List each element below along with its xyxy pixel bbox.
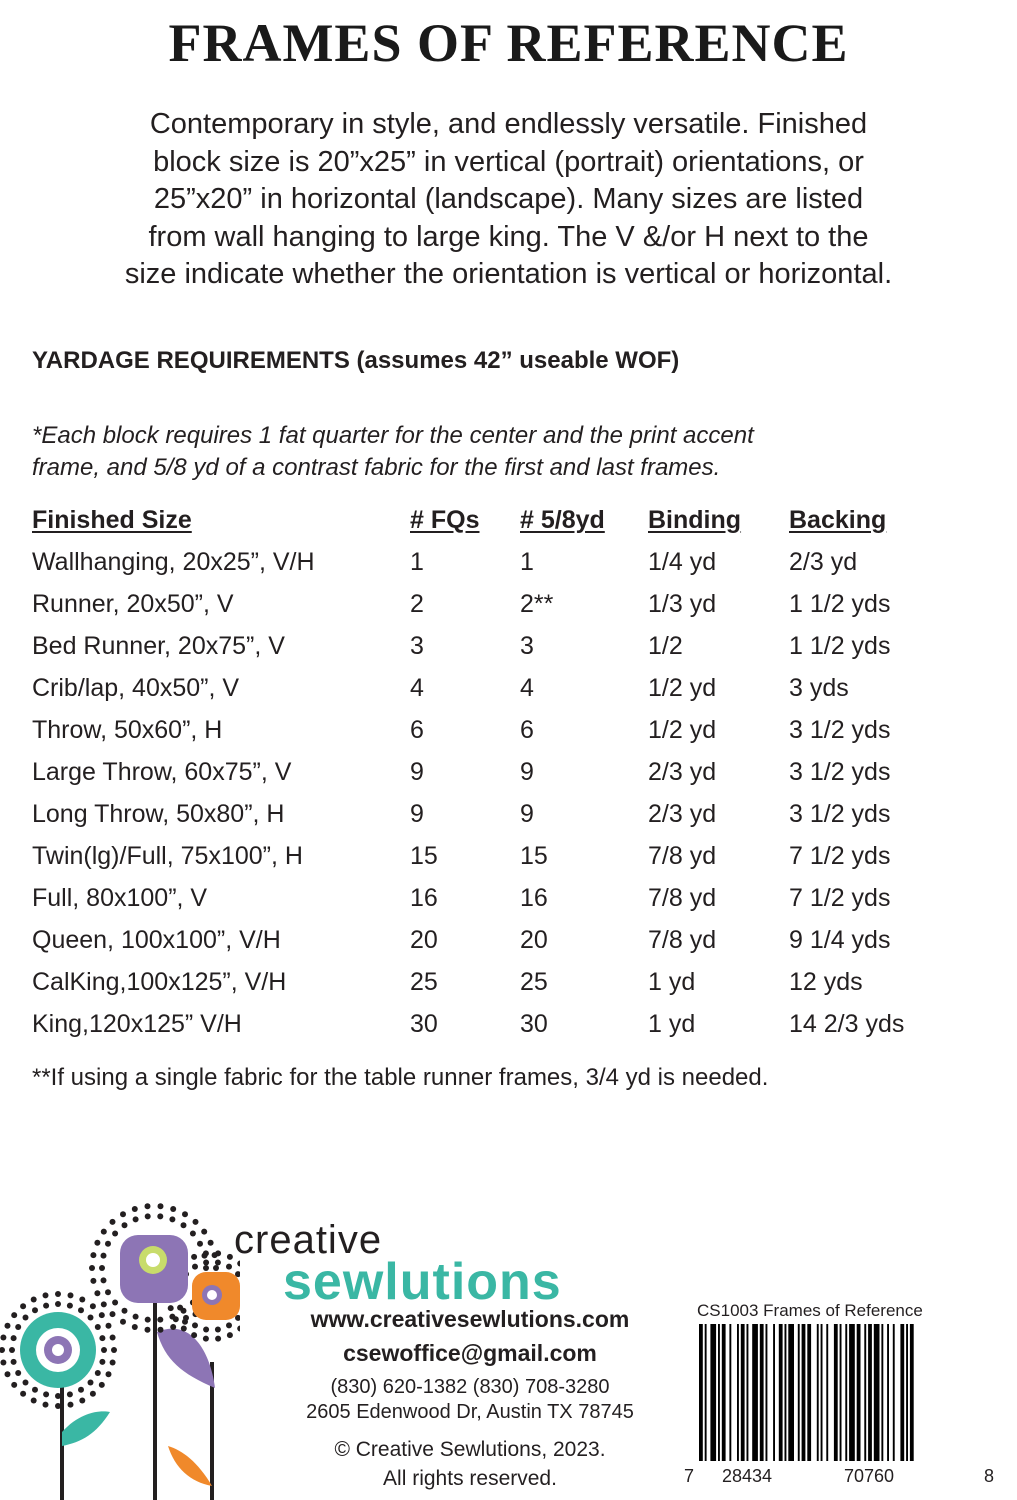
cell-backing: 12 yds	[789, 968, 863, 996]
ring-dot	[78, 1307, 84, 1313]
cell-backing: 1 1/2 yds	[789, 632, 891, 660]
ring-dot	[0, 1335, 6, 1341]
table-row	[32, 710, 992, 752]
ring-dot	[122, 1308, 128, 1314]
barcode-bar	[788, 1324, 794, 1461]
barcode-bar	[729, 1324, 731, 1461]
ring-dot	[99, 1312, 105, 1318]
ring-dot	[90, 1252, 96, 1258]
table-row	[32, 962, 992, 1004]
ring-dot	[181, 1222, 187, 1228]
intro-line: 25”x20” in horizontal (landscape). Many sizes are listed	[153, 183, 864, 215]
note-line: *Each block requires 1 fat quarter for the center and the print accent	[32, 422, 754, 449]
barcode-bar	[887, 1324, 889, 1461]
ring-dot	[32, 1307, 38, 1313]
cell-binding: 2/3 yd	[648, 800, 717, 828]
cell-finished-size: Bed Runner, 20x75”, V	[32, 632, 285, 660]
cell-binding: 1/3 yd	[648, 590, 717, 618]
cell-backing: 3 1/2 yds	[789, 800, 891, 828]
barcode-bar	[834, 1324, 838, 1461]
ring-dot	[95, 1324, 101, 1330]
table-row	[32, 668, 992, 710]
page-title: FRAMES OF REFERENCE	[168, 13, 849, 73]
block-note	[32, 420, 932, 484]
cell-finished-size: Full, 80x100”, V	[32, 884, 208, 912]
cell-fqs: 30	[410, 1010, 438, 1038]
barcode-bar	[826, 1324, 828, 1461]
barcode-bar	[710, 1324, 716, 1461]
cell-fqs: 20	[410, 926, 438, 954]
ring-dot	[43, 1402, 49, 1408]
table-row	[32, 584, 992, 626]
barcode-bar	[802, 1324, 806, 1461]
ring-dot	[11, 1359, 17, 1365]
barcode-bar	[868, 1324, 872, 1461]
ring-dot	[89, 1265, 95, 1271]
ring-dot	[43, 1391, 49, 1397]
ring-dot	[201, 1229, 207, 1235]
barcode-bar	[900, 1324, 904, 1461]
ring-dot	[31, 1297, 37, 1303]
ring-dot	[132, 1324, 138, 1330]
ring-dot	[99, 1265, 105, 1271]
ring-dot	[213, 1265, 219, 1271]
ring-dot	[145, 1203, 151, 1209]
website-link[interactable]: www.creativesewlutions.com	[310, 1306, 630, 1332]
ring-dot	[183, 1315, 189, 1321]
ring-dot	[215, 1327, 221, 1333]
product-code: CS1003 Frames of Reference	[697, 1301, 923, 1320]
barcode-bar	[766, 1324, 768, 1461]
ring-dot	[43, 1303, 49, 1309]
ring-dot	[95, 1370, 101, 1376]
cell-fqs: 2	[410, 590, 424, 618]
barcode-bar	[779, 1324, 783, 1461]
ring-dot	[23, 1315, 29, 1321]
header-backing: Backing	[789, 506, 887, 534]
barcode-bar	[874, 1324, 880, 1461]
ring-dot	[226, 1264, 232, 1270]
ring-dot	[110, 1360, 116, 1366]
barcode-bar	[747, 1324, 749, 1461]
cell-finished-size: Long Throw, 50x80”, H	[32, 800, 285, 828]
ring-dot	[203, 1327, 209, 1333]
intro-line: block size is 20”x25” in vertical (portrait) orientations, or	[153, 145, 864, 178]
table-row	[32, 542, 992, 584]
cell-binding: 1/2 yd	[648, 674, 717, 702]
ring-dot	[227, 1254, 233, 1260]
ring-dot	[94, 1240, 100, 1246]
ring-dot	[43, 1292, 49, 1298]
table-header-row	[32, 504, 992, 542]
ring-dot	[88, 1315, 94, 1321]
cell-finished-size: Crib/lap, 40x50”, V	[32, 674, 240, 702]
intro-line: Contemporary in style, and endlessly versatile. Finished	[149, 108, 868, 140]
cell-finished-size: CalKing,100x125”, V/H	[32, 968, 287, 996]
barcode-digit-lead: 7	[684, 1466, 695, 1486]
ring-dot	[170, 1206, 176, 1212]
ring-dot	[99, 1359, 105, 1365]
barcode-bar	[906, 1324, 908, 1461]
cell-fqs: 9	[410, 800, 424, 828]
cell-fqs: 6	[410, 716, 424, 744]
barcode-bar	[737, 1324, 739, 1461]
ring-dot	[158, 1203, 164, 1209]
phone-numbers: (830) 620-1382 (830) 708-3280	[330, 1376, 610, 1398]
cell-backing: 3 1/2 yds	[789, 758, 891, 786]
barcode-digit-check: 8	[984, 1466, 995, 1486]
table-row	[32, 1004, 992, 1056]
brand-name-creative: creative	[234, 1218, 383, 1262]
ring-dot	[106, 1371, 112, 1377]
barcode-bar	[785, 1324, 787, 1461]
cell-finished-size: Runner, 20x50”, V	[32, 590, 234, 618]
ring-dot	[99, 1382, 105, 1388]
ring-dot	[158, 1327, 164, 1333]
ring-dot	[5, 1371, 11, 1377]
cell-binding: 1 yd	[648, 968, 696, 996]
ring-dot	[203, 1265, 209, 1271]
cell-five-eighths: 2**	[520, 590, 554, 618]
ring-dot	[78, 1387, 84, 1393]
ring-dot	[110, 1219, 116, 1225]
cell-fqs: 1	[410, 548, 424, 576]
barcode-bar	[752, 1324, 758, 1461]
cell-binding: 7/8 yd	[648, 926, 717, 954]
ring-dot	[208, 1240, 214, 1246]
cell-five-eighths: 16	[520, 884, 548, 912]
ring-dot	[11, 1312, 17, 1318]
barcode-bar	[699, 1324, 703, 1461]
cell-fqs: 25	[410, 968, 438, 996]
ring-dot	[192, 1264, 198, 1270]
header-five-eighths: # 5/8yd	[520, 506, 605, 534]
barcode-bar	[817, 1324, 819, 1461]
table-row	[32, 920, 992, 962]
ring-dot	[120, 1211, 126, 1217]
ring-dot	[68, 1402, 74, 1408]
table-row	[32, 794, 992, 836]
cell-five-eighths: 25	[520, 968, 548, 996]
cell-five-eighths: 3	[520, 632, 534, 660]
cell-five-eighths: 4	[520, 674, 534, 702]
cell-finished-size: Queen, 100x100”, V/H	[32, 926, 281, 954]
ring-dot	[67, 1303, 73, 1309]
email-link[interactable]: csewoffice@gmail.com	[343, 1340, 597, 1366]
barcode-bar	[798, 1324, 800, 1461]
ring-dot	[190, 1231, 196, 1237]
ring-dot	[133, 1314, 139, 1320]
ring-dot	[122, 1222, 128, 1228]
ring-dot	[101, 1277, 107, 1283]
ring-dot	[31, 1398, 37, 1404]
cell-backing: 9 1/4 yds	[789, 926, 891, 954]
cell-backing: 3 yds	[789, 674, 849, 702]
ring-dot	[182, 1211, 188, 1217]
ring-dot	[88, 1380, 94, 1386]
yardage-table	[32, 504, 992, 1056]
ring-dot	[55, 1393, 61, 1399]
ring-dot	[215, 1336, 221, 1342]
cell-fqs: 3	[410, 632, 424, 660]
ring-dot	[215, 1250, 221, 1256]
copyright: © Creative Sewlutions, 2023.	[334, 1438, 606, 1461]
cell-finished-size: Throw, 50x60”, H	[32, 716, 223, 744]
ring-dot	[170, 1324, 176, 1330]
ring-dot	[157, 1317, 163, 1323]
barcode-bar	[718, 1324, 720, 1461]
address: 2605 Edenwood Dr, Austin TX 78745	[306, 1401, 634, 1423]
table-row	[32, 626, 992, 668]
ring-dot	[145, 1327, 151, 1333]
ring-dot	[105, 1241, 111, 1247]
ring-dot	[112, 1300, 118, 1306]
barcode-bar	[773, 1324, 775, 1461]
footnote: **If using a single fabric for the table runner frames, 3/4 yd is needed.	[32, 1064, 769, 1091]
barcode-bar	[864, 1324, 866, 1461]
cell-backing: 3 1/2 yds	[789, 716, 891, 744]
ring-dot	[203, 1260, 209, 1266]
cell-five-eighths: 1	[520, 548, 534, 576]
ring-dot	[32, 1387, 38, 1393]
cell-five-eighths: 6	[520, 716, 534, 744]
cell-binding: 1/4 yd	[648, 548, 717, 576]
brand-name-sewlutions: sewlutions	[283, 1253, 562, 1311]
barcode	[697, 1324, 979, 1461]
ring-dot	[112, 1231, 118, 1237]
header-fqs: # FQs	[410, 506, 480, 534]
ring-dot	[0, 1360, 6, 1366]
ring-dot	[181, 1326, 187, 1332]
barcode-digits-left: 28434	[722, 1466, 773, 1486]
ring-dot	[106, 1323, 112, 1329]
cell-binding: 1 yd	[648, 1010, 696, 1038]
cell-fqs: 4	[410, 674, 424, 702]
cell-fqs: 16	[410, 884, 438, 912]
barcode-bar	[881, 1324, 883, 1461]
barcode-bar	[840, 1324, 842, 1461]
ring-dot	[191, 1254, 197, 1260]
cell-backing: 1 1/2 yds	[789, 590, 891, 618]
intro-line: from wall hanging to large king. The V &/or H next to the	[148, 220, 869, 253]
ring-dot	[101, 1229, 107, 1235]
cell-backing: 14 2/3 yds	[789, 1010, 905, 1038]
ring-dot	[15, 1324, 21, 1330]
cell-five-eighths: 20	[520, 926, 548, 954]
ring-dot	[90, 1278, 96, 1284]
cell-five-eighths: 30	[520, 1010, 548, 1038]
cell-binding: 7/8 yd	[648, 842, 717, 870]
ring-dot	[5, 1323, 11, 1329]
ring-dot	[197, 1241, 203, 1247]
ring-dot	[145, 1317, 151, 1323]
ring-dot	[20, 1391, 26, 1397]
ring-dot	[111, 1347, 117, 1353]
ring-dot	[110, 1311, 116, 1317]
ring-dot	[101, 1347, 107, 1353]
ring-dot	[79, 1398, 85, 1404]
ring-dot	[55, 1291, 61, 1297]
ring-dot	[193, 1219, 199, 1225]
cell-finished-size: Wallhanging, 20x25”, V/H	[32, 548, 315, 576]
ring-dot	[168, 1305, 174, 1311]
cell-finished-size: Twin(lg)/Full, 75x100”, H	[32, 842, 303, 870]
barcode-bar	[845, 1324, 847, 1461]
ring-dot	[90, 1391, 96, 1397]
ring-dot	[157, 1213, 163, 1219]
cell-binding: 1/2	[648, 632, 683, 660]
ring-dot	[9, 1347, 15, 1353]
cell-binding: 1/2 yd	[648, 716, 717, 744]
cell-finished-size: King,120x125” V/H	[32, 1010, 242, 1038]
rights-reserved: All rights reserved.	[383, 1467, 557, 1490]
ring-dot	[90, 1303, 96, 1309]
barcode-bar	[849, 1324, 855, 1461]
ring-dot	[177, 1305, 183, 1311]
yardage-heading: YARDAGE REQUIREMENTS (assumes 42” useable WOF)	[32, 347, 680, 374]
ring-dot	[11, 1382, 17, 1388]
ring-dot	[226, 1322, 232, 1328]
ring-dot	[145, 1213, 151, 1219]
table-row	[32, 752, 992, 794]
header-finished-size: Finished Size	[32, 506, 192, 534]
ring-dot	[110, 1335, 116, 1341]
cell-five-eighths: 9	[520, 758, 534, 786]
cell-five-eighths: 15	[520, 842, 548, 870]
header-binding: Binding	[648, 506, 742, 534]
ring-dot	[237, 1326, 240, 1332]
barcode-bar	[821, 1324, 823, 1461]
barcode-digits-right: 70760	[844, 1466, 895, 1486]
ring-dot	[203, 1336, 209, 1342]
ring-dot	[94, 1290, 100, 1296]
cell-binding: 7/8 yd	[648, 884, 717, 912]
cell-fqs: 15	[410, 842, 438, 870]
ring-dot	[191, 1332, 197, 1338]
ring-dot	[11, 1335, 17, 1341]
ring-dot	[192, 1322, 198, 1328]
ring-dot	[173, 1316, 179, 1322]
cell-backing: 7 1/2 yds	[789, 884, 891, 912]
barcode-bar	[807, 1324, 811, 1461]
ring-dot	[101, 1253, 107, 1259]
cell-five-eighths: 9	[520, 800, 534, 828]
cell-binding: 2/3 yd	[648, 758, 717, 786]
cell-backing: 7 1/2 yds	[789, 842, 891, 870]
ring-dot	[169, 1216, 175, 1222]
note-line: frame, and 5/8 yd of a contrast fabric for the first and last frames.	[32, 454, 721, 481]
ring-dot	[68, 1292, 74, 1298]
ring-dot	[101, 1301, 107, 1307]
flower-logo-art	[0, 1200, 240, 1500]
ring-dot	[99, 1335, 105, 1341]
ring-dot	[15, 1370, 21, 1376]
barcode-bar	[722, 1324, 726, 1461]
ring-dot	[20, 1303, 26, 1309]
barcode-bar	[705, 1324, 707, 1461]
ring-dot	[133, 1216, 139, 1222]
ring-dot	[203, 1250, 209, 1256]
barcode-bar	[741, 1324, 745, 1461]
ring-dot	[23, 1380, 29, 1386]
intro-line: size indicate whether the orientation is vertical or horizontal.	[124, 258, 893, 290]
ring-dot	[67, 1391, 73, 1397]
ring-dot	[105, 1289, 111, 1295]
ring-dot	[55, 1403, 61, 1409]
barcode-bar	[893, 1324, 895, 1461]
cell-backing: 2/3 yd	[789, 548, 858, 576]
ring-dot	[215, 1260, 221, 1266]
ring-dot	[79, 1297, 85, 1303]
ring-dot	[55, 1301, 61, 1307]
cell-fqs: 9	[410, 758, 424, 786]
ring-dot	[227, 1332, 233, 1338]
ring-dot	[0, 1347, 5, 1353]
table-row	[32, 878, 992, 920]
barcode-bar	[910, 1324, 914, 1461]
barcode-bar	[857, 1324, 861, 1461]
barcode-bar	[760, 1324, 764, 1461]
ring-dot	[120, 1319, 126, 1325]
table-row	[32, 836, 992, 878]
intro-paragraph	[60, 106, 957, 294]
cell-finished-size: Large Throw, 60x75”, V	[32, 758, 292, 786]
ring-dot	[132, 1206, 138, 1212]
